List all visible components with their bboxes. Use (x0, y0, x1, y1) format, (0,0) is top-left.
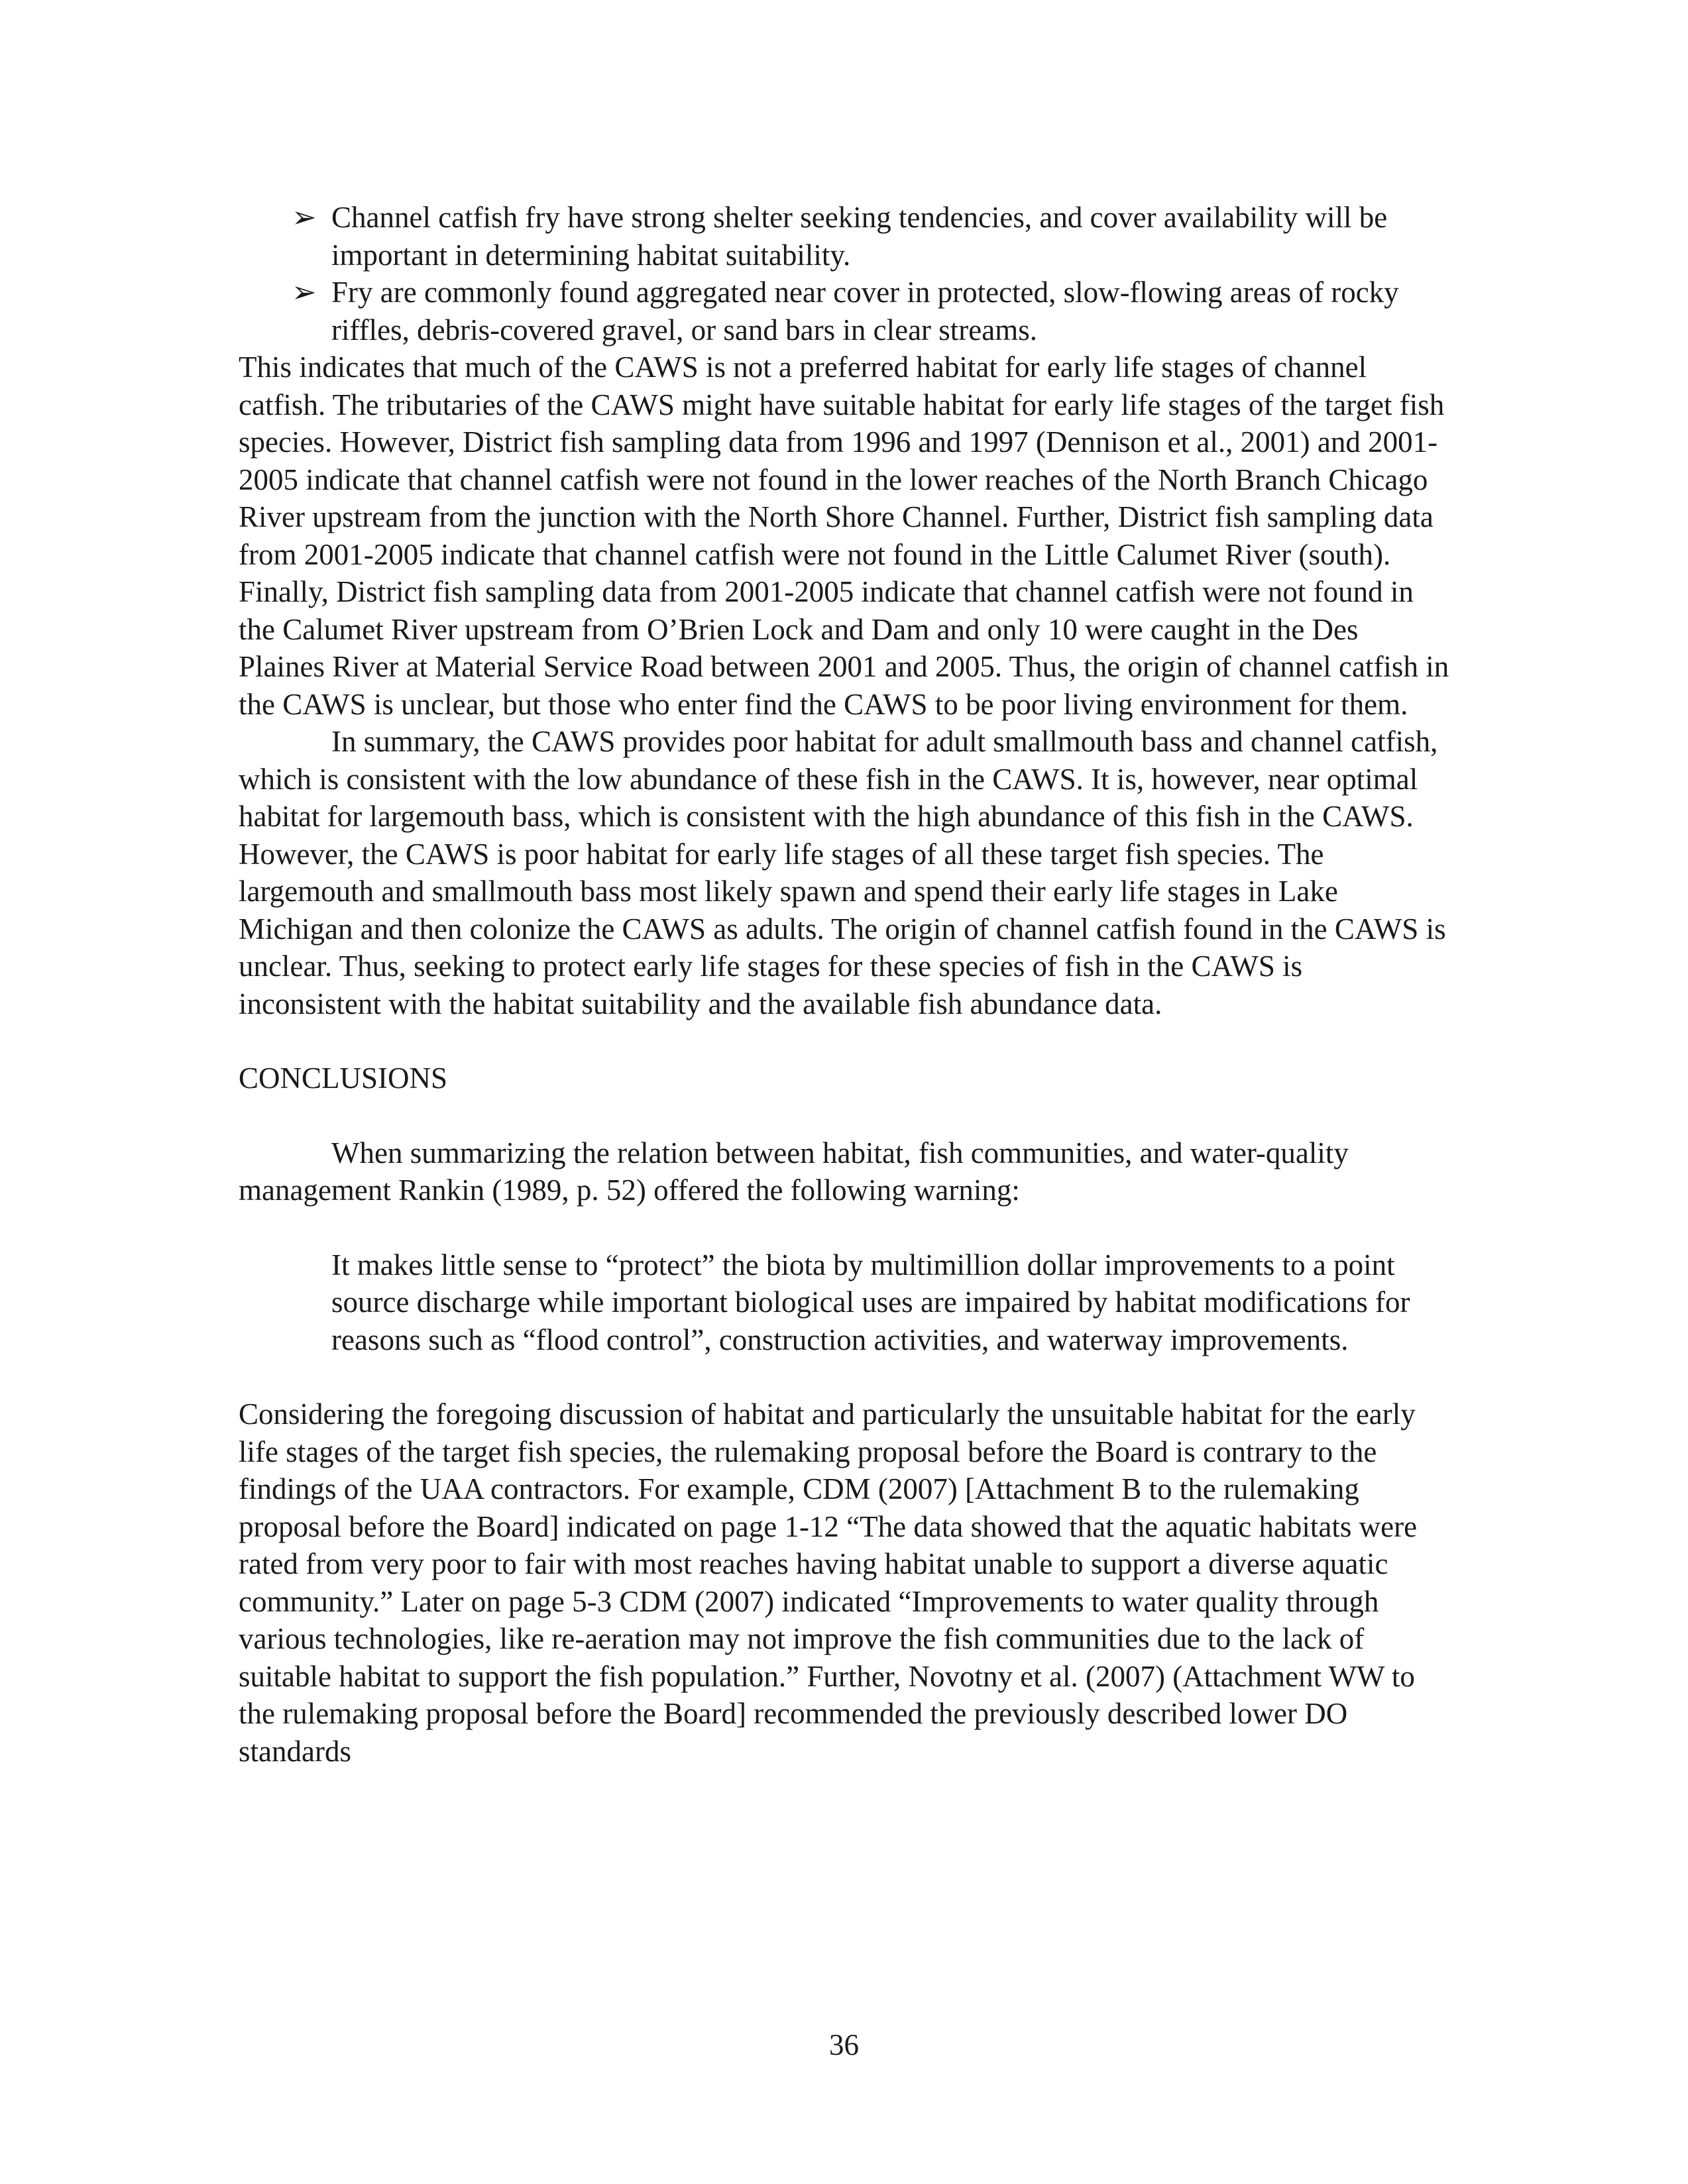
paragraph: When summarizing the relation between habitat, fish communities, and water-quality management Rankin (1989, p. 52) offered the following warning: (239, 1136, 1349, 1207)
block-quote: It makes little sense to “protect” the biota by multimillion dollar improvements to a point source discharge while important biological uses are impaired by habitat modifications for reasons such as “flood control”, construction activities, and waterway improvements. (331, 1248, 1410, 1356)
section-heading: CONCLUSIONS (239, 1062, 448, 1095)
bullet-item (239, 199, 1451, 274)
page-number: 36 (829, 2028, 859, 2061)
body-text (239, 199, 1451, 1770)
paragraph: Considering the foregoing discussion of habitat and particularly the unsuitable habitat for the early life stages of the target fish species, the rulemaking proposal before the Board is contrary to the findings of the UAA contractors. For example, CDM (2007) [Attachment B to the rulemaking proposal before the Board] indicated on page 1-12 “The data showed that the aquatic habitats were rated from very poor to fair with most reaches having habitat unable to support a diverse aquatic community.” Later on page 5-3 CDM (2007) indicated “Improvements to water quality through various technologies, like re-aeration may not improve the fish communities due to the lack of suitable habitat to support the fish population.” Further, Novotny et al. (2007) (Attachment WW to the rulemaking proposal before the Board] recommended the previously described lower DO standards (239, 1397, 1418, 1768)
arrow-bullet-icon: ➢ (292, 201, 317, 234)
bullet-item (239, 274, 1451, 349)
paragraph: This indicates that much of the CAWS is not a preferred habitat for early life stages of channel catfish. The tributaries of the CAWS might have suitable habitat for early life stages of the target fish species. However, District fish sampling data from 1996 and 1997 (Dennison et al., 2001) and 2001-2005 indicate that channel catfish were not found in the lower reaches of the North Branch Chicago River upstream from the junction with the North Shore Channel. Further, District fish sampling data from 2001-2005 indicate that channel catfish were not found in the Little Calumet River (south). Finally, District fish sampling data from 2001-2005 indicate that channel catfish were not found in the Calumet River upstream from O’Brien Lock and Dam and only 10 were caught in the Des Plaines River at Material Service Road between 2001 and 2005. Thus, the origin of channel catfish in the CAWS is unclear, but those who enter find the CAWS to be poor living environment for them. (239, 351, 1449, 721)
bullet-text: Channel catfish fry have strong shelter seeking tendencies, and cover availability will be important in determining habitat suitability. (331, 201, 1388, 272)
paragraph: In summary, the CAWS provides poor habitat for adult smallmouth bass and channel catfish, which is consistent with the low abundance of these fish in the CAWS. It is, however, near optimal habitat for largemouth bass, which is consistent with the high abundance of this fish in the CAWS. However, the CAWS is poor habitat for early life stages of all these target fish species. The largemouth and smallmouth bass most likely spawn and spend their early life stages in Lake Michigan and then colonize the CAWS as adults. The origin of channel catfish found in the CAWS is unclear. Thus, seeking to protect early life stages for these species of fish in the CAWS is inconsistent with the habitat suitability and the available fish abundance data. (239, 725, 1446, 1020)
arrow-bullet-icon: ➢ (292, 276, 317, 309)
bullet-text: Fry are commonly found aggregated near cover in protected, slow-flowing areas of rocky riffles, debris-covered gravel, or sand bars in clear streams. (331, 276, 1399, 347)
bullet-list (239, 199, 1451, 349)
